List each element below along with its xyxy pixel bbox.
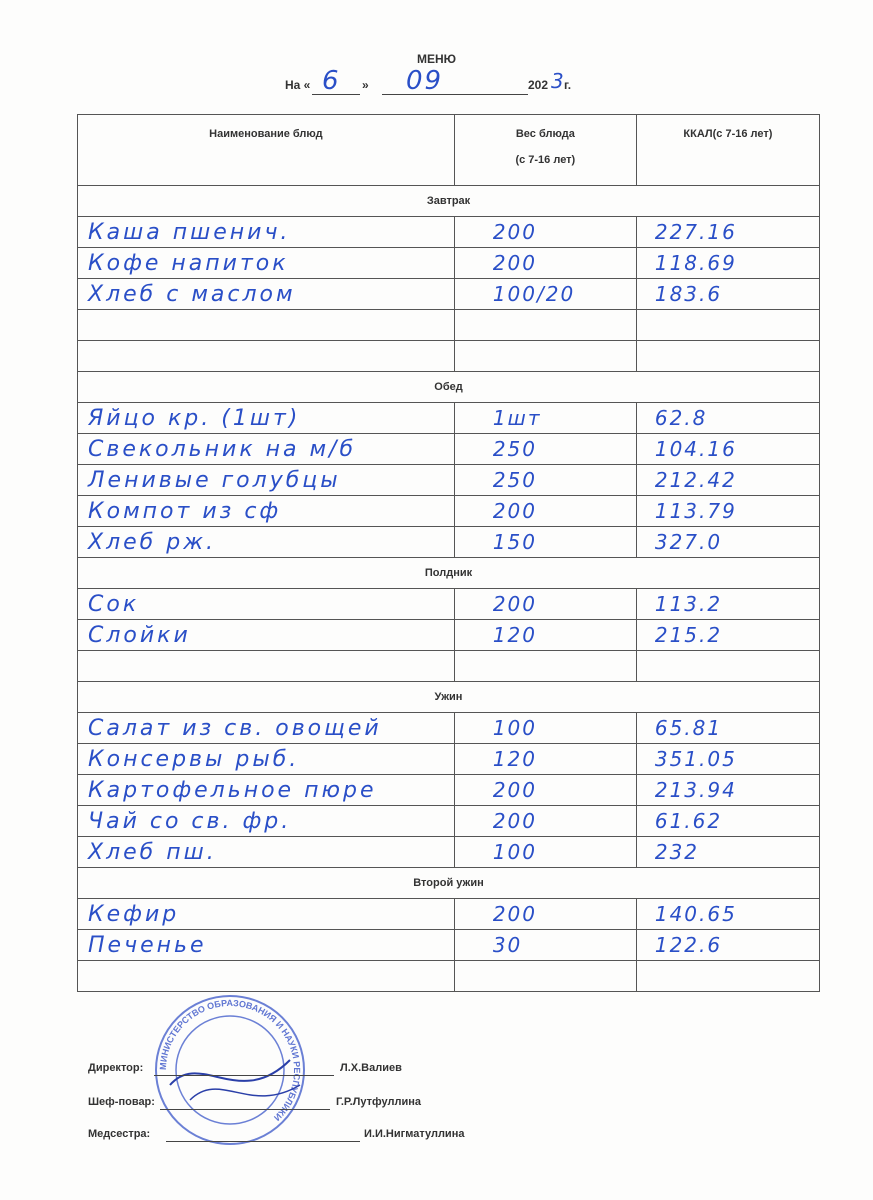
dish-name: Кефир (78, 899, 455, 930)
dish-kcal: 62.8 (636, 403, 819, 434)
dish-weight (454, 341, 636, 372)
year-suffix: г. (564, 78, 572, 92)
dish-weight: 120 (454, 744, 636, 775)
dish-kcal: 232 (636, 837, 819, 868)
signature-director (88, 1062, 588, 1082)
year-prefix: 202 (528, 78, 549, 92)
section-row (78, 868, 820, 899)
dish-weight (454, 961, 636, 992)
table-row (78, 341, 820, 372)
dish-weight: 100 (454, 837, 636, 868)
sig-name: И.И.Нигматуллина (364, 1128, 465, 1140)
sig-name: Л.Х.Валиев (340, 1062, 402, 1074)
sig-name: Г.Р.Лутфуллина (336, 1096, 421, 1108)
stamp-text: МИНИСТЕРСТВО ОБРАЗОВАНИЯ И НАУКИ РЕСПУБЛИКИ (157, 997, 303, 1123)
table-row (78, 434, 820, 465)
dish-weight: 30 (454, 930, 636, 961)
dish-name: Свекольник на м/б (78, 434, 455, 465)
dish-weight: 150 (454, 527, 636, 558)
sig-role: Директор: (88, 1062, 144, 1074)
section-title: Полдник (78, 558, 820, 589)
dish-kcal: 215.2 (636, 620, 819, 651)
date-month: 09 (406, 66, 444, 96)
dish-kcal: 183.6 (636, 279, 819, 310)
table-row (78, 744, 820, 775)
section-title: Второй ужин (78, 868, 820, 899)
table-row (78, 961, 820, 992)
table-row (78, 930, 820, 961)
date-day: 6 (322, 66, 341, 96)
table-row (78, 899, 820, 930)
dish-name: Компот из сф (78, 496, 455, 527)
table-row (78, 713, 820, 744)
dish-kcal: 327.0 (636, 527, 819, 558)
dish-weight: 100 (454, 713, 636, 744)
dish-weight: 200 (454, 589, 636, 620)
menu-table (77, 114, 820, 992)
dish-name: Сок (78, 589, 455, 620)
section-row (78, 186, 820, 217)
col-kcal-header: ККАЛ(с 7-16 лет) (636, 115, 819, 186)
table-row (78, 806, 820, 837)
table-row (78, 496, 820, 527)
dish-weight (454, 310, 636, 341)
signature-chef (88, 1096, 588, 1116)
dish-name: Чай со св. фр. (78, 806, 455, 837)
sig-role: Медсестра: (88, 1128, 151, 1140)
dish-weight: 1шт (454, 403, 636, 434)
dish-weight: 200 (454, 775, 636, 806)
dish-name: Картофельное пюре (78, 775, 455, 806)
year-digit: 3 (551, 69, 566, 93)
dish-kcal: 61.62 (636, 806, 819, 837)
dish-name: Кофе напиток (78, 248, 455, 279)
dish-weight: 250 (454, 465, 636, 496)
section-row (78, 682, 820, 713)
dish-weight: 120 (454, 620, 636, 651)
dish-name: Хлеб рж. (78, 527, 455, 558)
dish-name (78, 961, 455, 992)
dish-kcal (636, 651, 819, 682)
sig-role: Шеф-повар: (88, 1096, 155, 1108)
table-header-row (78, 115, 820, 186)
dish-kcal: 227.16 (636, 217, 819, 248)
dish-name (78, 341, 455, 372)
dish-name: Печенье (78, 930, 455, 961)
dish-weight: 200 (454, 248, 636, 279)
section-title: Обед (78, 372, 820, 403)
dish-weight: 200 (454, 899, 636, 930)
dish-kcal: 113.2 (636, 589, 819, 620)
section-title: Завтрак (78, 186, 820, 217)
dish-name: Консервы рыб. (78, 744, 455, 775)
dish-kcal (636, 341, 819, 372)
table-row (78, 310, 820, 341)
dish-kcal: 140.65 (636, 899, 819, 930)
col-name-header: Наименование блюд (78, 115, 455, 186)
table-row (78, 775, 820, 806)
dish-weight: 200 (454, 217, 636, 248)
menu-title: МЕНЮ (416, 52, 457, 66)
dish-kcal (636, 961, 819, 992)
date-prefix: На « (285, 78, 311, 92)
table-row (78, 403, 820, 434)
signature-nurse (88, 1128, 588, 1148)
dish-name: Ленивые голубцы (78, 465, 455, 496)
dish-kcal: 65.81 (636, 713, 819, 744)
table-row (78, 248, 820, 279)
section-row (78, 372, 820, 403)
table-row (78, 651, 820, 682)
table-row (78, 837, 820, 868)
section-title: Ужин (78, 682, 820, 713)
table-row (78, 620, 820, 651)
table-row (78, 279, 820, 310)
dish-name (78, 310, 455, 341)
dish-name: Слойки (78, 620, 455, 651)
dish-name (78, 651, 455, 682)
dish-kcal (636, 310, 819, 341)
dish-kcal: 122.6 (636, 930, 819, 961)
dish-name: Салат из св. овощей (78, 713, 455, 744)
table-row (78, 217, 820, 248)
dish-name: Хлеб с маслом (78, 279, 455, 310)
dish-weight: 100/20 (454, 279, 636, 310)
dish-weight: 200 (454, 496, 636, 527)
dish-name: Яйцо кр. (1шт) (78, 403, 455, 434)
dish-kcal: 213.94 (636, 775, 819, 806)
col-weight-line2: (с 7-16 лет) (515, 154, 576, 166)
dish-weight: 250 (454, 434, 636, 465)
date-mid: » (362, 78, 369, 92)
dish-kcal: 104.16 (636, 434, 819, 465)
dish-kcal: 118.69 (636, 248, 819, 279)
table-row (78, 527, 820, 558)
dish-kcal: 212.42 (636, 465, 819, 496)
col-weight-line1: Вес блюда (515, 128, 575, 140)
dish-name: Каша пшенич. (78, 217, 455, 248)
dish-kcal: 113.79 (636, 496, 819, 527)
dish-kcal: 351.05 (636, 744, 819, 775)
section-row (78, 558, 820, 589)
table-row (78, 465, 820, 496)
dish-weight (454, 651, 636, 682)
table-row (78, 589, 820, 620)
dish-name: Хлеб пш. (78, 837, 455, 868)
dish-weight: 200 (454, 806, 636, 837)
col-weight-header (454, 115, 636, 186)
